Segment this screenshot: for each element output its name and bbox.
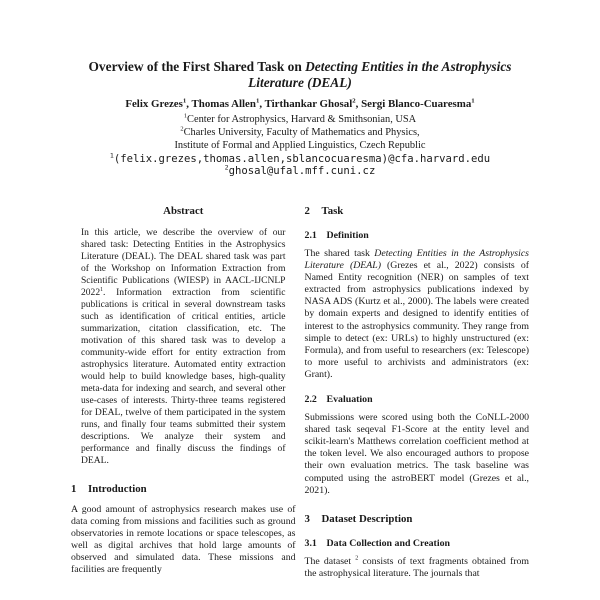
author-separator: , bbox=[259, 97, 265, 110]
author-name: Felix Grezes bbox=[125, 97, 183, 110]
subsection-heading-data-collection bbox=[305, 538, 530, 549]
author-affiliation-mark: 1 bbox=[471, 96, 475, 104]
email-line bbox=[0, 165, 600, 177]
definition-text-part: (Grezes et al., 2022) consists of Named Entity recognition (NER) on samples of text extracted from astrophysics publications indexed by NASA ADS (Kurtz et al., 2000). The labels were created by domain experts and designed to identify entities of interest to the astrophysics community. They range from simple to detect (ex: URLs) to highly unstructured (ex: Formula), and from useful to researchers (ex: Telescope) to more useful to archivists and administrators (ex: Grant). bbox=[304, 260, 529, 380]
abstract-text-part: In this article, we describe the overview of our shared task: Detecting Entities in the Astrophysics Literature (DEAL). The DEAL shared task was part of the Workshop on Information Extraction from Scientific Publications (WIESP) in AACL-IJCNLP 2022 bbox=[81, 227, 286, 298]
email-text: ghosal@ufal.mff.cuni.cz bbox=[228, 164, 376, 177]
data-collection-text-part: consists of text fragments obtained from the astrophysical literature. The journals that bbox=[304, 555, 529, 579]
evaluation-paragraph: Submissions were scored using both the CoNLL-2000 shared task seqeval F1-Score at the entity level and scikit-learn's Matthews correlation coefficient method at the token level. We also encouraged authors to propose their own evaluation metrics. The task baseline was computed using the astroBERT model (Grezes et al., 2021). bbox=[304, 412, 529, 496]
affiliation-block bbox=[0, 113, 600, 152]
author-affiliation-mark: 1 bbox=[182, 96, 187, 104]
two-column-body bbox=[71, 202, 529, 580]
subsection-title: Evaluation bbox=[326, 394, 373, 406]
section-title: Task bbox=[321, 205, 344, 217]
footnote-mark: 2 bbox=[355, 555, 359, 562]
author-name: Tirthankar Ghosal bbox=[264, 97, 353, 110]
author-separator: , bbox=[355, 97, 362, 110]
section-number: 3 bbox=[304, 512, 310, 525]
title-italic: Detecting Entities in the Astrophysics Literature (DEAL) bbox=[248, 59, 512, 90]
abstract-text-part: . Information extraction from scientific publications is critical in several downstream tasks such as identification of critical entities, article summarization, citation classification, etc. The motivation of this shared task was to develop a community-wide effort for entity extraction from astrophysics literature. Automated entity extraction would help to build knowledge bases, high-quality meta-data for indexing and search, and several other use-cases of interests. Thirty-three teams registered for DEAL, twelve of them participated in the system runs, and finally four teams submitted their system descriptions. We analyze their system and performance and finally discuss the findings of DEAL. bbox=[81, 287, 286, 466]
subsection-title: Definition bbox=[326, 230, 369, 241]
author-line bbox=[0, 98, 600, 110]
section-heading-dataset bbox=[305, 513, 530, 525]
author-affiliation-mark: 2 bbox=[352, 96, 356, 104]
author-name: Thomas Allen bbox=[191, 97, 256, 110]
subsection-title: Data Collection and Creation bbox=[326, 537, 451, 549]
affiliation-mark: 1 bbox=[183, 112, 188, 120]
affiliation-line bbox=[0, 113, 600, 126]
section-title: Dataset Description bbox=[321, 512, 413, 525]
introduction-paragraph: A good amount of astrophysics research makes use of data coming from missions and facilities such as ground observatories in remote locations or space telescopes, as well as digital archives that hold large amounts of observed and simulated data. These missions and facilities are frequently bbox=[71, 504, 296, 576]
subsection-number: 2.1 bbox=[304, 230, 317, 241]
affiliation-text: Center for Astrophysics, Harvard & Smithsonian, USA bbox=[187, 113, 417, 125]
data-collection-paragraph bbox=[305, 556, 530, 580]
email-text: (felix.grezes,thomas.allen,sblancocuaresma)@cfa.harvard.edu bbox=[113, 152, 491, 165]
paper-title bbox=[60, 59, 540, 91]
affiliation-line bbox=[0, 139, 600, 152]
author-affiliation-mark: 1 bbox=[255, 96, 260, 104]
abstract-text bbox=[71, 227, 296, 467]
title-plain: Overview of the First Shared Task on bbox=[88, 59, 306, 74]
email-mark: 1 bbox=[109, 151, 114, 160]
definition-text-italic: Detecting Entities in the Astrophysics Literature (DEAL) bbox=[304, 248, 529, 272]
email-mark: 2 bbox=[224, 163, 229, 172]
section-number: 2 bbox=[304, 205, 310, 217]
data-collection-text-part: The dataset bbox=[304, 555, 356, 567]
author-separator: , bbox=[186, 97, 192, 110]
section-heading-introduction bbox=[71, 483, 296, 495]
abstract-heading: Abstract bbox=[163, 205, 204, 217]
affiliation-text: Institute of Formal and Applied Linguistics, Czech Republic bbox=[174, 139, 426, 151]
definition-text-part: The shared task bbox=[304, 248, 375, 259]
affiliation-mark: 2 bbox=[180, 125, 184, 133]
email-line bbox=[0, 153, 600, 165]
right-column bbox=[305, 202, 530, 580]
email-block bbox=[0, 153, 600, 177]
subsection-number: 2.2 bbox=[304, 394, 317, 406]
section-number: 1 bbox=[71, 483, 77, 495]
subsection-number: 3.1 bbox=[304, 537, 317, 549]
section-heading-task bbox=[305, 205, 530, 217]
section-title: Introduction bbox=[88, 483, 147, 495]
subsection-heading-evaluation bbox=[305, 394, 530, 405]
affiliation-line bbox=[0, 126, 600, 139]
left-column bbox=[71, 202, 296, 577]
author-name: Sergi Blanco-Cuaresma bbox=[361, 97, 472, 110]
subsection-heading-definition bbox=[305, 230, 530, 241]
footnote-mark: 1 bbox=[100, 286, 104, 293]
definition-paragraph bbox=[305, 248, 530, 381]
affiliation-text: Charles University, Faculty of Mathematics and Physics, bbox=[183, 126, 420, 138]
